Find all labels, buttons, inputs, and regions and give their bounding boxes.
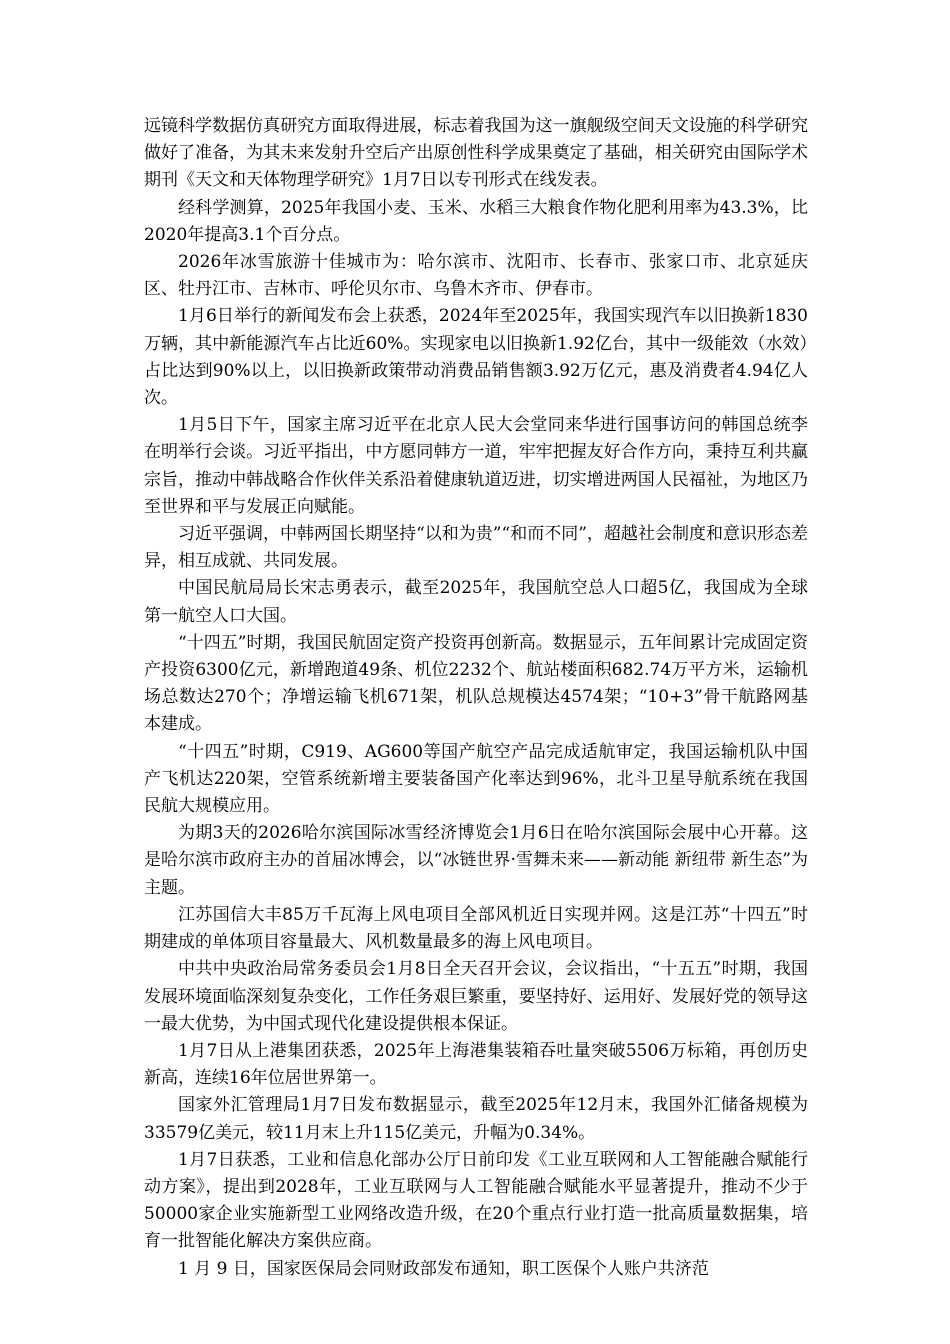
paragraph-politburo-meeting: 中共中央政治局常务委员会1月8日全天召开会议，会议指出，“十五五”时期，我国发展环境面临深刻复杂变化，工作任务艰巨繁重，要坚持好、运用好、发展好党的领导这一最大优势，为中国式现代化建设提供根本保证。 [144, 959, 808, 1034]
paragraph-offshore-wind: 江苏国信大丰85万千瓦海上风电项目全部风机近日实现并网。这是江苏“十四五”时期建成的单体项目容量最大、风机数量最多的海上风电项目。 [144, 904, 808, 953]
paragraph-aviation-population: 中国民航局局长宋志勇表示，截至2025年，我国航空总人口超5亿，我国成为全球第一航空人口大国。 [144, 578, 808, 626]
paragraph-industrial-internet-ai: 1月7日获悉，工业和信息化部办公厅日前印发《工业互联网和人工智能融合赋能行动方案》，提出到2028年，工业互联网与人工智能融合赋能水平显著提升，推动不少于50000家企业实施新型工业网络改造升级，在20个重点行业打造一批高质量数据集，培育一批智能化解决方案供应商。 [144, 1149, 808, 1252]
document-body [144, 113, 808, 1283]
paragraph-shanghai-port: 1月7日从上港集团获悉，2025年上海港集装箱吞吐量突破5506万标箱，再创历史新高，连续16年位居世界第一。 [144, 1040, 808, 1089]
paragraph-trade-in-program: 1月6日举行的新闻发布会上获悉，2024年至2025年，我国实现汽车以旧换新1830万辆，其中新能源汽车占比近60%。实现家电以旧换新1.92亿台，其中一级能效（水效）占比达到90%以上，以旧换新政策带动消费品销售额3.92万亿元，惠及消费者4.94亿人次。 [144, 306, 808, 409]
paragraph-fertilizer-efficiency: 经科学测算，2025年我国小麦、玉米、水稻三大粮食作物化肥利用率为43.3%，比2020年提高3.1个百分点。 [144, 197, 808, 245]
paragraph-china-korea-emphasis: 习近平强调，中韩两国长期坚持“以和为贵”“和而不同”，超越社会制度和意识形态差异，相互成就、共同发展。 [144, 524, 808, 572]
paragraph-domestic-aircraft: “十四五”时期，C919、AG600等国产航空产品完成适航审定，我国运输机队中国产飞机达220架，空管系统新增主要装备国产化率达到96%，北斗卫星导航系统在我国民航大规模应用。 [144, 741, 808, 817]
paragraph-medical-insurance: 1 月 9 日，国家医保局会同财政部发布通知，职工医保个人账户共济范 [178, 1258, 709, 1279]
paragraph-china-korea-talks: 1月5日下午，国家主席习近平在北京人民大会堂同来华进行国事访问的韩国总统李在明举行会谈。习近平指出，中方愿同韩方一道，牢牢把握友好合作方向，秉持互利共赢宗旨，推动中韩战略合作伙伴关系沿着健康轨道迈进，切实增进两国人民福祉，为地区乃至世界和平与发展正向赋能。 [144, 415, 808, 517]
paragraph-aviation-investment: “十四五”时期，我国民航固定资产投资再创新高。数据显示，五年间累计完成固定资产投资6300亿元，新增跑道49条、机位2232个、航站楼面积682.74万平方米，运输机场总数达270个；净增运输飞机671架，机队总规模达4574架；“10+3”骨干航路网基本建成。 [144, 632, 808, 735]
paragraph-ice-snow-cities: 2026年冰雪旅游十佳城市为：哈尔滨市、沈阳市、长春市、张家口市、北京延庆区、牡丹江市、吉林市、呼伦贝尔市、乌鲁木齐市、伊春市。 [144, 252, 808, 300]
paragraph-forex-reserves: 国家外汇管理局1月7日发布数据显示，截至2025年12月末，我国外汇储备规模为33579亿美元，较11月末上升115亿美元，升幅为0.34%。 [144, 1095, 808, 1143]
paragraph-harbin-expo: 为期3天的2026哈尔滨国际冰雪经济博览会1月6日在哈尔滨国际会展中心开幕。这是哈尔滨市政府主办的首届冰博会，以“冰链世界·雪舞未来——新动能 新纽带 新生态”为主题。 [144, 823, 808, 898]
paragraph-telescope-research: 远镜科学数据仿真研究方面取得进展，标志着我国为这一旗舰级空间天文设施的科学研究做好了准备，为其未来发射升空后产出原创性科学成果奠定了基础，相关研究由国际学术期刊《天文和天体物理学研究》1月7日以专刊形式在线发表。 [144, 116, 808, 191]
